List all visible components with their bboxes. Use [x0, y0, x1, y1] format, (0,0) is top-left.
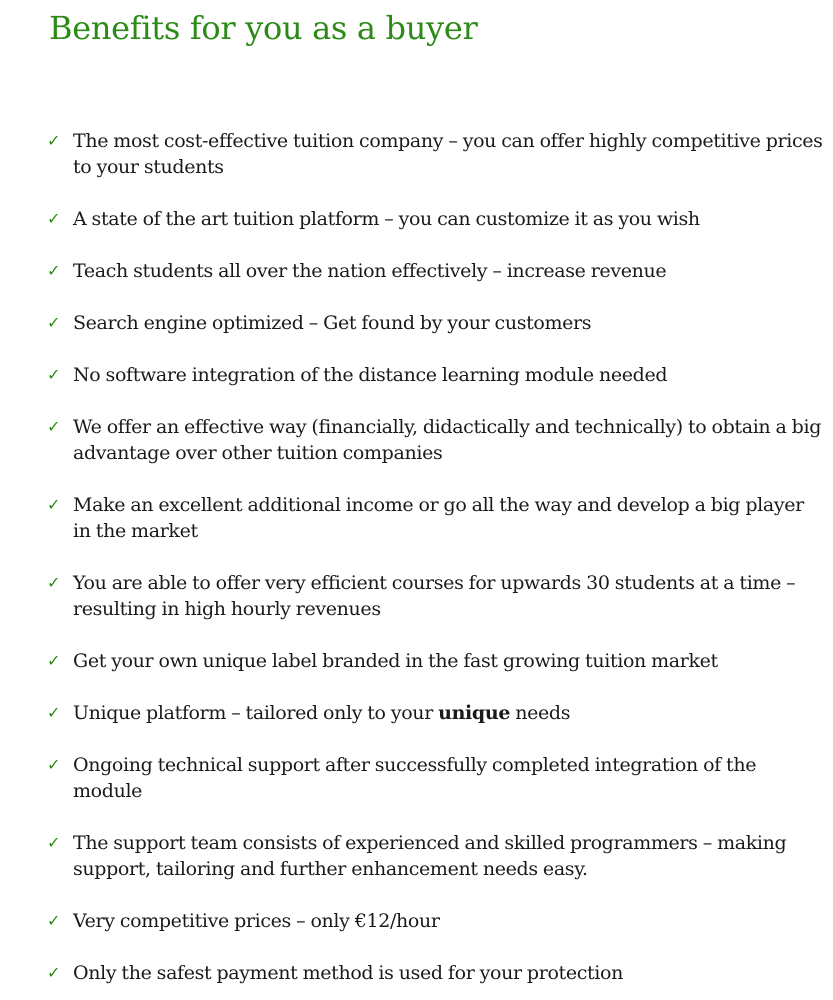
benefit-item	[0, 752, 833, 804]
benefit-item	[0, 362, 833, 388]
benefit-text: The support team consists of experienced and skilled programmers – making support, tailoring and further enhancement needs easy.	[73, 832, 787, 880]
benefit-item	[0, 310, 833, 336]
check-icon: ✓	[47, 417, 61, 436]
benefit-text: Get your own unique label branded in the fast growing tuition market	[73, 650, 718, 672]
benefit-item	[0, 414, 833, 466]
benefit-text	[73, 702, 570, 724]
benefit-text: We offer an effective way (financially, didactically and technically) to obtain a big advantage over other tuition companies	[73, 416, 822, 464]
benefit-item	[0, 492, 833, 544]
check-icon: ✓	[47, 209, 61, 228]
check-icon: ✓	[47, 911, 61, 930]
benefit-text-after: needs	[510, 702, 571, 724]
benefit-item	[0, 960, 833, 986]
check-icon: ✓	[47, 131, 61, 150]
check-icon: ✓	[47, 495, 61, 514]
unique-emphasis: unique	[438, 702, 511, 724]
check-icon: ✓	[47, 313, 61, 332]
benefit-text: Make an excellent additional income or go all the way and develop a big player in the market	[73, 494, 804, 542]
benefit-item	[0, 570, 833, 622]
benefit-text: The most cost-effective tuition company – you can offer highly competitive prices to your students	[73, 130, 823, 178]
benefit-item	[0, 258, 833, 284]
check-icon: ✓	[47, 651, 61, 670]
check-icon: ✓	[47, 703, 61, 722]
benefit-item	[0, 700, 833, 726]
benefit-item	[0, 128, 833, 180]
check-icon: ✓	[47, 261, 61, 280]
check-icon: ✓	[47, 755, 61, 774]
benefit-text: A state of the art tuition platform – you can customize it as you wish	[73, 208, 700, 230]
benefits-list	[0, 128, 833, 986]
check-icon: ✓	[47, 963, 61, 982]
benefit-item	[0, 908, 833, 934]
benefit-item	[0, 206, 833, 232]
benefit-item	[0, 648, 833, 674]
page-title: Benefits for you as a buyer	[49, 9, 478, 47]
benefit-text: Search engine optimized – Get found by your customers	[73, 312, 592, 334]
check-icon: ✓	[47, 365, 61, 384]
benefit-text: Teach students all over the nation effectively – increase revenue	[73, 260, 667, 282]
benefit-text: Ongoing technical support after successfully completed integration of the module	[73, 754, 757, 802]
benefit-text: No software integration of the distance learning module needed	[73, 364, 668, 386]
benefit-item	[0, 830, 833, 882]
benefit-text: You are able to offer very efficient courses for upwards 30 students at a time – resulting in high hourly revenues	[73, 572, 796, 620]
check-icon: ✓	[47, 833, 61, 852]
benefit-text: Only the safest payment method is used for your protection	[73, 962, 623, 984]
benefit-text: Very competitive prices – only €12/hour	[73, 910, 440, 932]
check-icon: ✓	[47, 573, 61, 592]
benefit-text-before: Unique platform – tailored only to your	[73, 702, 439, 724]
